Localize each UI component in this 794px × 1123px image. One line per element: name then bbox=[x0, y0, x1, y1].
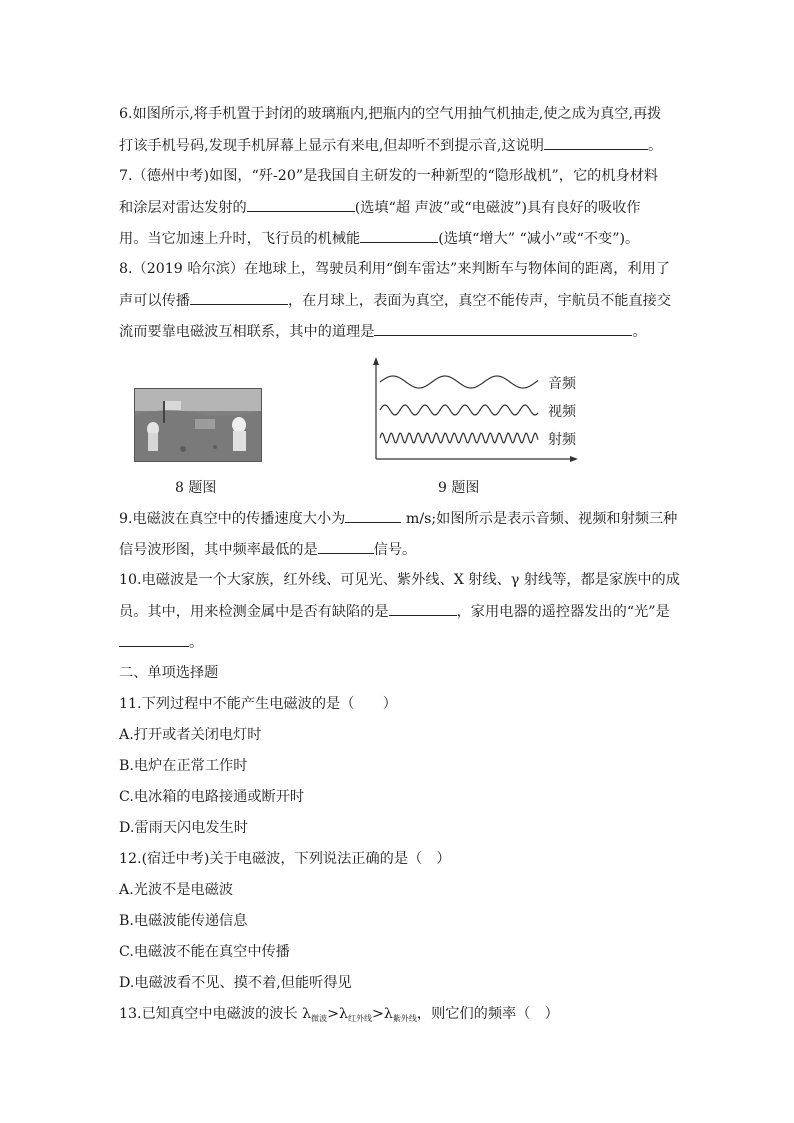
q13-sub-infrared: 红外线 bbox=[348, 1014, 373, 1023]
q11-option-b[interactable]: B.电炉在正常工作时 bbox=[119, 758, 248, 774]
q8-text-b: ，在月球上，表面为真空，真空不能传声，宇航员不能直接交 bbox=[287, 293, 672, 309]
figure-9-caption: 9 题图 bbox=[438, 480, 480, 496]
q11-option-d[interactable]: D.雷雨天闪电发生时 bbox=[119, 820, 248, 836]
q13-text-c: >λ bbox=[372, 1006, 393, 1022]
q10-line-1: 10.电磁波是一个大家族，红外线、可见光、紫外线、X 射线、γ 射线等，都是家族中的成 bbox=[119, 572, 680, 588]
q6-line-2 bbox=[119, 135, 662, 156]
q7-text-b: (选填“超 声波”或“电磁波”)具有良好的吸收作 bbox=[354, 200, 641, 216]
q6-line-1: 6.如图所示,将手机置于封闭的玻璃瓶内,把瓶内的空气用抽气机抽走,使之成为真空,再拨 bbox=[119, 106, 662, 122]
q10-line-3 bbox=[119, 632, 203, 653]
q6-answer-blank[interactable] bbox=[544, 135, 648, 150]
q7-text-c: 用。当它加速上升时，飞行员的机械能 bbox=[119, 231, 361, 247]
q12-option-b[interactable]: B.电磁波能传递信息 bbox=[119, 913, 248, 929]
q12-option-c[interactable]: C.电磁波不能在真空中传播 bbox=[119, 944, 290, 960]
q7-line-1: 7.（德州中考)如图，“歼-20”是我国自主研发的一种新型的“隐形战机”，它的机身材料 bbox=[119, 168, 659, 184]
audio-wave bbox=[380, 376, 538, 388]
q8-text-d: 。 bbox=[632, 324, 647, 340]
q12-option-d[interactable]: D.电磁波看不见、摸不着,但能听得见 bbox=[119, 975, 352, 991]
q8-line-3 bbox=[119, 321, 647, 342]
q13-stem bbox=[119, 1004, 559, 1029]
q10-answer-blank-1[interactable] bbox=[389, 601, 457, 616]
q7-text-d: (选填“增大” “减小”或“不变”)。 bbox=[438, 231, 640, 247]
q13-text-b: >λ bbox=[327, 1006, 349, 1022]
wave-diagram bbox=[366, 355, 586, 465]
q9-line-2 bbox=[119, 539, 416, 560]
rf-wave bbox=[380, 433, 538, 443]
q9-text-a: 9.电磁波在真空中的传播速度大小为 bbox=[119, 511, 346, 527]
q11-option-c[interactable]: C.电冰箱的电路接通或断开时 bbox=[119, 789, 305, 805]
q8-line-1: 8.（2019 哈尔滨）在地球上，驾驶员利用“倒车雷达”来判断车与物体间的距离，利用了 bbox=[119, 261, 671, 277]
q11-stem: 11.下列过程中不能产生电磁波的是（ ） bbox=[119, 696, 397, 712]
q10-line-2 bbox=[119, 601, 670, 622]
q8-line-2 bbox=[119, 290, 671, 311]
q9-text-d: 信号。 bbox=[373, 542, 417, 558]
q10-answer-blank-2[interactable] bbox=[119, 632, 189, 647]
q11-option-a[interactable]: A.打开或者关闭电灯时 bbox=[119, 727, 262, 743]
q13-sub-ultraviolet: 紫外线 bbox=[392, 1014, 417, 1023]
label-audio: 音频 bbox=[548, 376, 576, 392]
q9-text-b: m/s;如图所示是表示音频、视频和射频三种 bbox=[405, 511, 678, 527]
q7-line-3 bbox=[119, 228, 639, 249]
q6-end: 。 bbox=[647, 138, 663, 154]
q8-answer-blank-2[interactable] bbox=[374, 321, 632, 336]
q13-text-d: ，则它们的频率（ ） bbox=[416, 1006, 559, 1022]
q12-option-a[interactable]: A.光波不是电磁波 bbox=[119, 882, 234, 898]
q7-answer-blank-2[interactable] bbox=[360, 228, 438, 243]
label-video: 视频 bbox=[548, 404, 576, 420]
q9-answer-blank-2[interactable] bbox=[318, 539, 374, 554]
label-rf: 射频 bbox=[548, 432, 576, 448]
q13-sub-microwave: 微波 bbox=[311, 1014, 328, 1023]
q6-text: 打该手机号码,发现手机屏幕上显示有来电,但却听不到提示音,这说明 bbox=[119, 138, 544, 154]
q10-text-b: ，家用电器的遥控器发出的“光”是 bbox=[456, 604, 670, 620]
x-axis-arrow-icon bbox=[570, 456, 578, 462]
q7-line-2 bbox=[119, 197, 640, 218]
video-wave bbox=[380, 405, 538, 415]
section-heading: 二、单项选择题 bbox=[119, 665, 219, 681]
q8-text-c: 流而要靠电磁波互相联系，其中的道理是 bbox=[119, 324, 375, 340]
q9-text-c: 信号波形图，其中频率最低的是 bbox=[119, 542, 318, 558]
q8-answer-blank-1[interactable] bbox=[190, 290, 288, 305]
q8-text-a: 声可以传播 bbox=[119, 293, 190, 309]
q13-text-a: 13.已知真空中电磁波的波长 λ bbox=[119, 1006, 312, 1022]
q10-text-a: 员。其中，用来检测金属中是否有缺陷的是 bbox=[119, 604, 389, 620]
figure-8-caption: 8 题图 bbox=[175, 480, 217, 496]
q7-answer-blank-1[interactable] bbox=[247, 197, 355, 212]
y-axis-arrow-icon bbox=[373, 357, 379, 365]
astronauts-photo bbox=[134, 388, 262, 462]
q12-stem: 12.(宿迁中考)关于电磁波，下列说法正确的是（ ） bbox=[119, 851, 451, 867]
q9-line-1 bbox=[119, 508, 677, 529]
q9-answer-blank-1[interactable] bbox=[345, 508, 401, 523]
q7-text-a: 和涂层对雷达发射的 bbox=[119, 200, 247, 216]
q10-end: 。 bbox=[189, 635, 204, 651]
